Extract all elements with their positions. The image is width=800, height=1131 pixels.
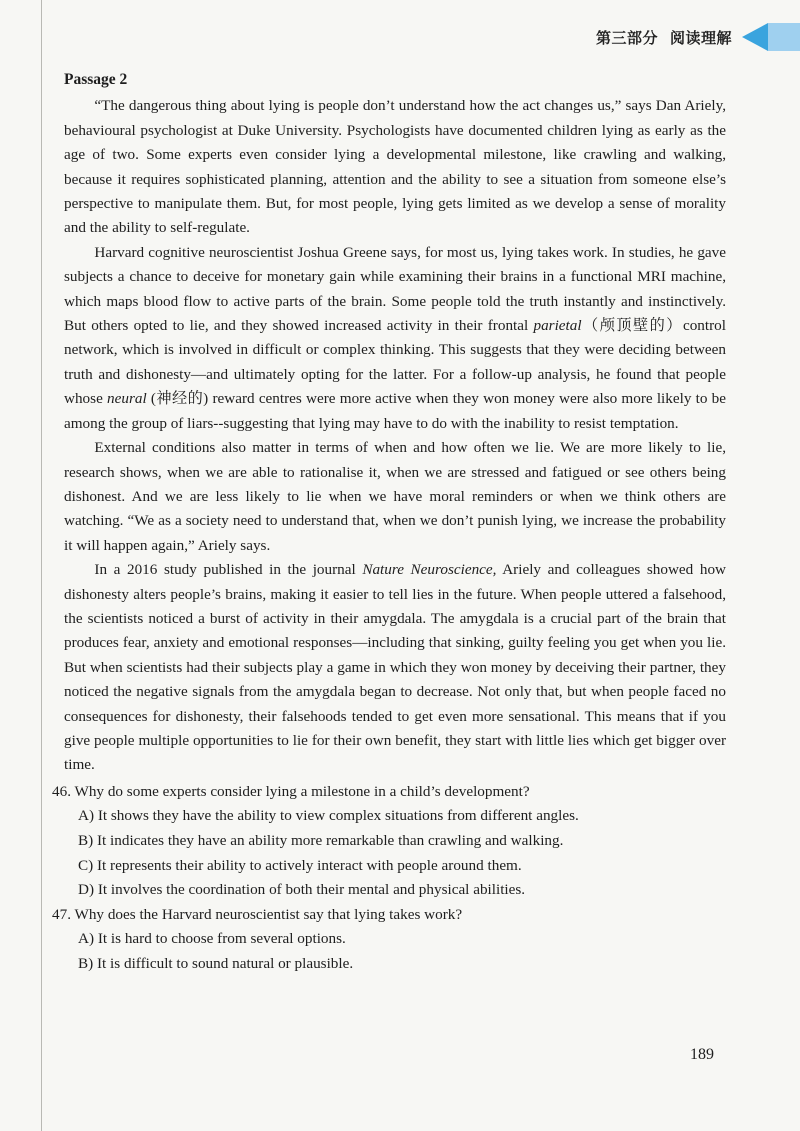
paragraph-3: External conditions also matter in terms of when and how often we lie. We are more likely to lie, research shows, when we are able to rationalise it, when we are stressed and fatigued or see others being dishonest. And we are less likely to lie when we have moral reminders or when we think others are watching. “We as a society need to understand that, when we don’t punish lying, we increase the probability it will happen again,” Ariely says. bbox=[64, 439, 726, 554]
term-parietal: parietal bbox=[533, 317, 582, 335]
section-part: 第三部分 bbox=[595, 28, 658, 47]
page-header bbox=[596, 22, 800, 52]
paragraph-2-part-a: Harvard cognitive neuroscientist Joshua Greene says, for most us, lying takes work. In studies, he gave subjects a chance to deceive for monetary gain while examining their brains in a functional MRI machine, which maps blood flow to active parts of the brain. Some people told the truth instantly and instinctively. But others opted to lie, and they showed increased activity in their frontal bbox=[64, 243, 726, 335]
question-list bbox=[52, 780, 726, 977]
paragraph-4-part-a: In a 2016 study published in the journal bbox=[94, 561, 363, 579]
section-tab-arrow-icon bbox=[742, 23, 768, 51]
question-47-option-b: B) It is difficult to sound natural or plausible. bbox=[78, 954, 354, 972]
section-title: 阅读理解 bbox=[669, 28, 732, 47]
gloss-parietal: （颅顶壁的） bbox=[581, 317, 683, 335]
question-46-option-d: D) It involves the coordination of both their mental and physical abilities. bbox=[78, 881, 526, 899]
page-body bbox=[52, 68, 727, 977]
question-47: 47. Why does the Harvard neuroscientist say that lying takes work? bbox=[52, 905, 463, 923]
question-46-option-c: C) It represents their ability to actively interact with people around them. bbox=[78, 856, 522, 874]
passage-title: Passage 2 bbox=[64, 71, 128, 88]
paragraph-1: “The dangerous thing about lying is people don’t understand how the act changes us,” says Dan Ariely, behavioural psychologist at Duke University. Psychologists have documented children lying as early as the age of two. Some experts even consider lying a developmental milestone, like crawling and walking, because it requires sophisticated planning, attention and the ability to see a situation from someone else’s perspective to manipulate them. But, for most people, lying gets limited as we develop a sense of morality and the ability to self-regulate. bbox=[64, 97, 726, 237]
section-tab-bar bbox=[768, 23, 800, 51]
section-label bbox=[596, 27, 732, 48]
paragraph-2-part-b: control network, which is involved in difficult or complex thinking. This suggests that they were deciding between truth and dishonesty—and ultimately opting for the latter. For a follow-up analysis, he found that people whose bbox=[64, 317, 726, 408]
paragraph-2-part-c: reward centres were more active when they won money were also more likely to be among the group of liars--suggesting that lying may have to do with the inability to resist temptation. bbox=[64, 390, 726, 432]
question-47-option-a: A) It is hard to choose from several options. bbox=[78, 930, 346, 948]
question-46: 46. Why do some experts consider lying a milestone in a child’s development? bbox=[52, 782, 530, 800]
paragraph-2 bbox=[64, 241, 726, 436]
question-46-option-a: A) It shows they have the ability to view complex situations from different angles. bbox=[78, 807, 579, 825]
term-neural: neural bbox=[107, 390, 147, 408]
paragraph-4 bbox=[64, 558, 726, 778]
page-binding-line bbox=[41, 0, 42, 1131]
journal-name: Nature Neuroscience, bbox=[362, 561, 497, 579]
question-46-option-b: B) It indicates they have an ability more remarkable than crawling and walking. bbox=[78, 831, 564, 849]
paragraph-4-part-b: Ariely and colleagues showed how dishonesty alters people’s brains, making it easier to tell lies in the future. When people uttered a falsehood, the scientists noticed a burst of activity in their amygdala. The amygdala is a crucial part of the brain that produces fear, anxiety and emotional responses—including that sinking, guilty feeling you get when you lie. But when scientists had their subjects play a game in which they won money by deceiving their partner, they noticed the negative signals from the amygdala began to decrease. Not only that, but when people faced no consequences for dishonesty, their falsehoods tended to get even more sensational. This means that if you give people multiple opportunities to lie for their own benefit, they start with little lies which get bigger over time. bbox=[64, 561, 727, 774]
page-number: 189 bbox=[690, 1046, 714, 1063]
gloss-neural: (神经的) bbox=[146, 390, 209, 408]
